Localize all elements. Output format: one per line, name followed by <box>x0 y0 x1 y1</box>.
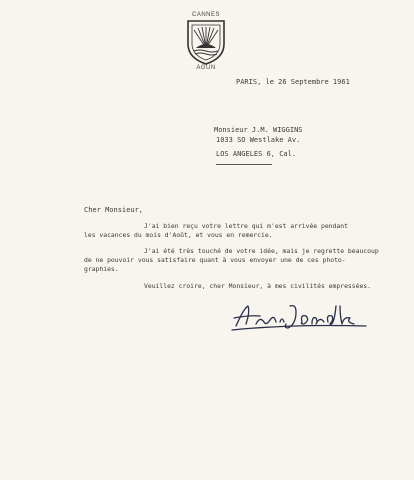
body-line: Veuillez croire, cher Monsieur, à mes civilités empressées. <box>144 282 372 290</box>
salutation: Cher Monsieur, <box>84 206 144 214</box>
body-line: les vacances du mois d'Août, et vous en remercie. <box>84 231 273 239</box>
handwritten-signature-icon <box>230 302 370 332</box>
letterhead-bottom-text: AGUN <box>196 65 216 71</box>
body-line: J'ai été très touché de votre idée, mais je regrette beaucoup <box>144 247 379 255</box>
crest-shield-icon <box>184 18 228 66</box>
body-line: J'ai bien reçu votre lettre qui m'est arrivée pendant <box>144 222 348 230</box>
body-line: graphies. <box>84 265 119 273</box>
letterhead-top-text: CANNES <box>191 12 220 18</box>
recipient-street: 1033 SO Westlake Av. <box>216 136 301 144</box>
body-line: de ne pouvoir vous satisfaire quant à vous envoyer une de ces photo- <box>84 256 346 264</box>
recipient-name: Monsieur J.M. WIGGINS <box>214 126 303 134</box>
address-underline <box>216 164 272 165</box>
recipient-city: LOS ANGELES 6, Cal. <box>216 150 297 158</box>
letter-date: PARIS, le 26 Septembre 1961 <box>236 78 350 86</box>
